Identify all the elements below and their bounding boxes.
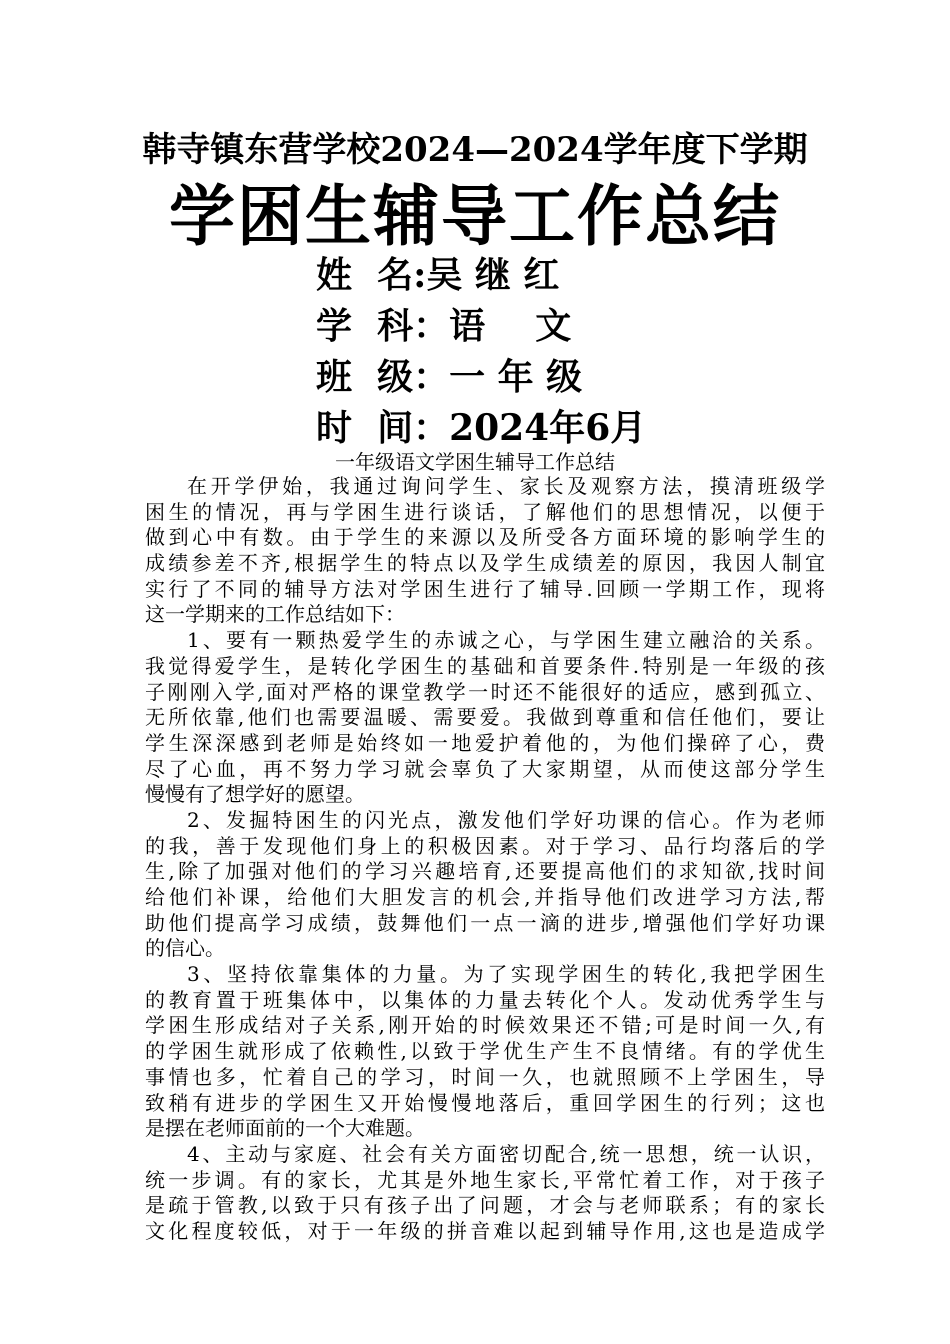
text-line: 学生深深感到老师是始终如一地爱护着他的，为他们操碎了心，费 [145, 730, 825, 755]
text-line: 在开学伊始，我通过询问学生、家长及观察方法，摸清班级学 [187, 474, 825, 498]
text-line: 是疏于管教,以致于只有孩子出了问题，才会与老师联系；有的家长 [145, 1193, 825, 1218]
text-line: 实行了不同的辅导方法对学困生进行了辅导.回顾一学期工作，现将 [145, 576, 825, 601]
info-name: 姓 名:吴 继 红 [316, 254, 560, 296]
info-subject: 学 科：语 文 [316, 305, 572, 347]
text-line: 做到心中有数。由于学生的来源以及所受各方面环境的影响学生的 [145, 525, 825, 550]
text-line: 文化程度较低，对于一年级的拼音难以起到辅导作用,这也是造成学 [145, 1218, 825, 1243]
text-line: 尽了心血，再不努力学习就会辜负了大家期望，从而使这部分学生 [145, 756, 825, 781]
text-line: 的信心。 [145, 936, 225, 961]
document-title: 学困生辅导工作总结 [169, 177, 781, 255]
section-heading: 一年级语文学困生辅导工作总结 [335, 450, 615, 474]
text-line: 成绩参差不齐,根据学生的特点以及学生成绩差的原因，我因人制宜 [145, 551, 825, 576]
text-line: 3、坚持依靠集体的力量。为了实现学困生的转化,我把学困生 [187, 962, 825, 987]
text-line: 我觉得爱学生，是转化学困生的基础和首要条件.特别是一年级的孩 [145, 653, 825, 678]
text-line: 这一学期来的工作总结如下： [145, 602, 405, 627]
text-line: 无所依靠,他们也需要温暖、需要爱。我做到尊重和信任他们，要让 [145, 705, 825, 730]
text-line: 生,除了加强对他们的学习兴趣培育,还要提高他们的求知欲,找时间 [145, 859, 825, 884]
info-class: 班 级：一 年 级 [316, 356, 583, 398]
author-info [316, 250, 836, 454]
text-line: 统一步调。有的家长，尤其是外地生家长,平常忙着工作，对于孩子 [145, 1167, 825, 1192]
text-line: 的学困生就形成了依赖性,以致于学优生产生不良情绪。有的学优生 [145, 1039, 825, 1064]
text-line: 的我，善于发现他们身上的积极因素。对于学习、品行均落后的学 [145, 833, 825, 858]
text-line: 助他们提高学习成绩，鼓舞他们一点一滴的进步,增强他们学好功课 [145, 910, 825, 935]
info-date: 时 间：2024年6月 [316, 407, 647, 449]
text-line: 致稍有进步的学困生又开始慢慢地落后，重回学困生的行列；这也 [145, 1090, 825, 1115]
text-line: 学困生形成结对子关系,刚开始的时候效果还不错;可是时间一久,有 [145, 1013, 825, 1038]
document-subtitle: 韩寺镇东营学校2024—2024学年度下学期 [142, 130, 808, 170]
body-text [145, 474, 825, 1245]
text-line: 1、要有一颗热爱学生的赤诚之心，与学困生建立融洽的关系。 [187, 628, 825, 653]
text-line: 事情也多，忙着自己的学习，时间一久，也就照顾不上学困生，导 [145, 1064, 825, 1089]
text-line: 困生的情况，再与学困生进行谈话，了解他们的思想情况，以便于 [145, 499, 825, 524]
text-line: 给他们补课，给他们大胆发言的机会,并指导他们改进学习方法,帮 [145, 885, 825, 909]
text-line: 是摆在老师面前的一个大难题。 [145, 1116, 425, 1141]
text-line: 的教育置于班集体中，以集体的力量去转化个人。发动优秀学生与 [145, 987, 825, 1012]
text-line: 慢慢有了想学好的愿望。 [145, 782, 365, 807]
text-line: 4、主动与家庭、社会有关方面密切配合,统一思想，统一认识， [187, 1141, 825, 1166]
text-line: 子刚刚入学,面对严格的课堂教学一时还不能很好的适应，感到孤立、 [145, 679, 825, 704]
text-line: 2、发掘特困生的闪光点，激发他们学好功课的信心。作为老师 [187, 807, 825, 832]
